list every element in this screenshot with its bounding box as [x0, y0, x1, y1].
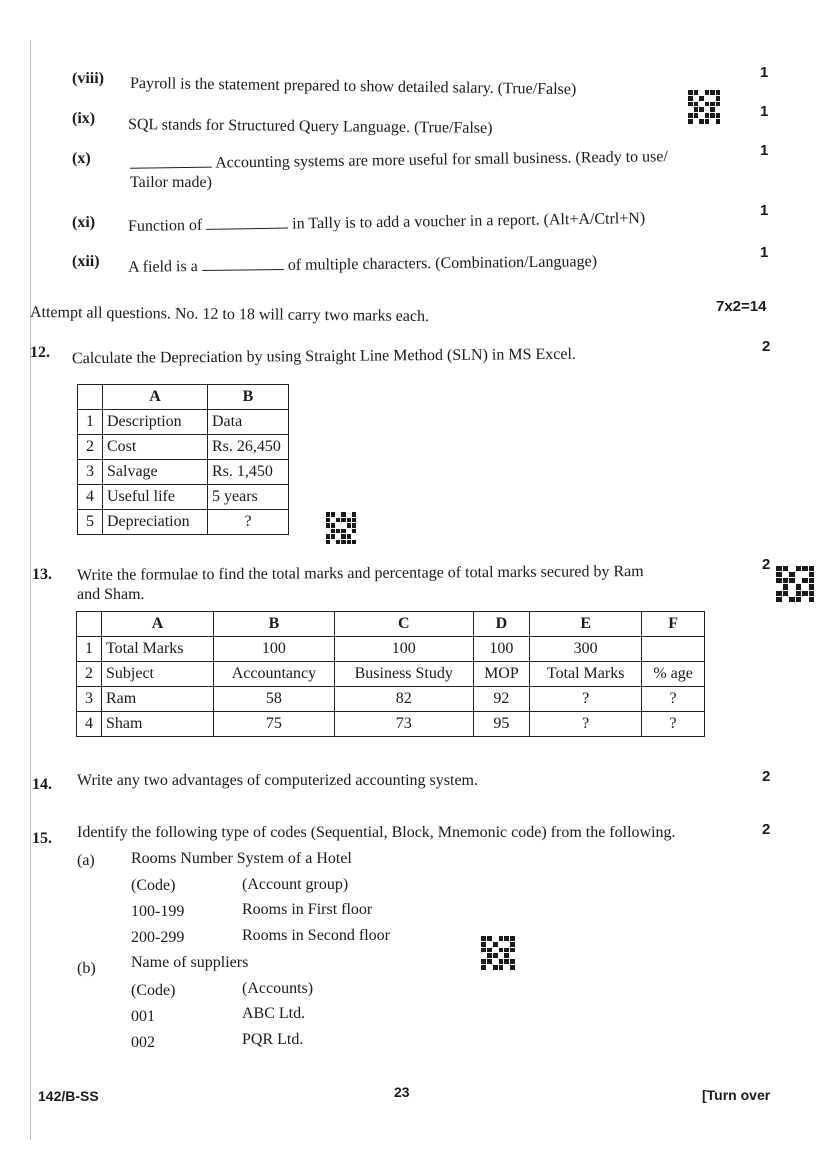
row-number: 1: [78, 410, 103, 435]
table-cell: ?: [530, 687, 642, 712]
table-cell: ?: [642, 712, 705, 737]
item-text: SQL stands for Structured Query Language. (True/False): [127, 116, 493, 137]
item-text: [130, 148, 668, 174]
table-cell: 300: [530, 637, 642, 662]
item-mark: 1: [760, 142, 769, 159]
table-cell: Total Marks: [102, 637, 214, 662]
table-cell: [642, 637, 705, 662]
item-number: (x): [72, 150, 91, 167]
answer-blank: [130, 155, 212, 169]
subpart-label: (a): [77, 852, 95, 869]
question-text-line2: and Sham.: [77, 586, 145, 603]
answer-blank: [206, 216, 288, 230]
question-text: Identify the following type of codes (Sequential, Block, Mnemonic code) from the following.: [77, 824, 676, 841]
turn-over-label: [Turn over: [702, 1087, 771, 1103]
item-text: Payroll is the statement prepared to show detailed salary. (True/False): [129, 74, 577, 99]
table-cell: 82: [334, 687, 473, 712]
item-mark: 1: [760, 202, 769, 219]
column-header: B: [213, 612, 334, 637]
question-number: 14.: [32, 776, 52, 793]
table-cell: 100: [334, 637, 473, 662]
item-number: (xii): [72, 253, 100, 270]
table-cell: Data: [208, 410, 289, 435]
item-text-part: Function of: [127, 216, 203, 236]
item-text-part: of multiple characters. (Combination/Language): [287, 253, 598, 274]
column-header: D: [473, 612, 530, 637]
code-column-header: (Code): [131, 982, 176, 999]
table-cell: 73: [334, 712, 473, 737]
qr-code-icon: [776, 566, 814, 602]
section-instruction: Attempt all questions. No. 12 to 18 will carry two marks each.: [29, 303, 430, 326]
table-row: [78, 485, 289, 510]
subpart-title: Rooms Number System of a Hotel: [131, 850, 352, 867]
desc-column-header: (Account group): [242, 876, 349, 893]
item-number: (viii): [72, 70, 104, 87]
question-mark: 2: [762, 556, 771, 573]
row-number: 4: [78, 485, 103, 510]
margin-line: [30, 40, 31, 1140]
table-cell: Cost: [103, 435, 208, 460]
item-text: [128, 210, 645, 236]
row-number: 5: [78, 510, 103, 535]
table-cell: Business Study: [334, 662, 473, 687]
column-header: A: [102, 612, 214, 637]
table-cell: Rs. 26,450: [208, 435, 289, 460]
table-cell: Depreciation: [103, 510, 208, 535]
row-number: 2: [78, 435, 103, 460]
table-cell: % age: [642, 662, 705, 687]
row-number: 4: [77, 712, 102, 737]
qr-code-icon: [688, 90, 720, 124]
code-value: 200-299: [131, 929, 185, 946]
item-mark: 1: [760, 64, 769, 81]
table-cell: Ram: [102, 687, 214, 712]
item-text: [128, 253, 597, 277]
item-mark: 1: [760, 244, 769, 261]
table-cell: Useful life: [103, 485, 208, 510]
table-row: [77, 662, 705, 687]
table-row: [77, 637, 705, 662]
table-row: [78, 460, 289, 485]
column-header: B: [208, 385, 289, 410]
table-header-row: [77, 612, 705, 637]
item-number: (xi): [72, 214, 96, 231]
code-description: Rooms in First floor: [242, 901, 373, 918]
column-header: E: [530, 612, 642, 637]
row-number: 3: [78, 460, 103, 485]
subpart-label: (b): [77, 960, 96, 977]
code-value: 001: [131, 1008, 155, 1025]
question-number: 15.: [32, 830, 52, 847]
table-cell: ?: [208, 510, 289, 535]
page-number: 23: [394, 1084, 410, 1100]
table-cell: Salvage: [103, 460, 208, 485]
table-row: [78, 410, 289, 435]
column-header: A: [103, 385, 208, 410]
table-cell: 100: [213, 637, 334, 662]
item-text-part: Accounting systems are more useful for small business. (Ready to use/: [215, 148, 669, 172]
table-cell: MOP: [473, 662, 530, 687]
question-number: 12.: [30, 344, 50, 361]
answer-blank: [202, 257, 284, 271]
table-cell: Subject: [102, 662, 214, 687]
table-row: [78, 510, 289, 535]
question-mark: 2: [762, 768, 771, 785]
item-text-part: A field is a: [127, 258, 198, 276]
question-mark: 2: [762, 821, 771, 838]
qr-code-icon: [326, 512, 356, 544]
desc-column-header: (Accounts): [242, 980, 314, 997]
table-cell: 75: [213, 712, 334, 737]
question-number: 13.: [32, 566, 52, 583]
table-cell: Sham: [102, 712, 214, 737]
table-row: [77, 712, 705, 737]
code-value: 100-199: [131, 903, 185, 920]
table-cell: Rs. 1,450: [208, 460, 289, 485]
table-cell: Description: [103, 410, 208, 435]
code-description: Rooms in Second floor: [242, 927, 390, 944]
item-text-part: in Tally is to add a voucher in a report. (Alt+A/Ctrl+N): [292, 209, 646, 233]
table-cell: ?: [642, 687, 705, 712]
code-description: ABC Ltd.: [242, 1005, 306, 1022]
table-cell: Total Marks: [530, 662, 642, 687]
table-cell: 95: [473, 712, 530, 737]
table-row: [78, 435, 289, 460]
table-cell: 100: [473, 637, 530, 662]
code-value: 002: [131, 1034, 155, 1051]
paper-code: 142/B-SS: [38, 1088, 99, 1104]
row-number: 1: [77, 637, 102, 662]
column-header: C: [334, 612, 473, 637]
table-cell: Accountancy: [213, 662, 334, 687]
item-text-line2: Tailor made): [130, 174, 212, 191]
column-header: F: [642, 612, 705, 637]
subpart-title: Name of suppliers: [131, 954, 249, 971]
question-text: Write any two advantages of computerized accounting system.: [77, 772, 478, 789]
question-text: Write the formulae to find the total marks and percentage of total marks secured by Ram: [76, 563, 644, 584]
question-mark: 2: [762, 338, 771, 355]
table-cell: 58: [213, 687, 334, 712]
code-description: PQR Ltd.: [242, 1031, 304, 1048]
table-corner-cell: [78, 385, 103, 410]
qr-code-icon: [481, 936, 515, 970]
spreadsheet-table: [76, 611, 705, 737]
row-number: 2: [77, 662, 102, 687]
section-marks: 7x2=14: [716, 298, 767, 315]
table-cell: 92: [473, 687, 530, 712]
item-number: (ix): [72, 110, 96, 127]
row-number: 3: [77, 687, 102, 712]
table-cell: 5 years: [208, 485, 289, 510]
spreadsheet-table: [77, 384, 289, 535]
code-column-header: (Code): [131, 877, 176, 894]
table-header-row: [78, 385, 289, 410]
table-corner-cell: [77, 612, 102, 637]
table-row: [77, 687, 705, 712]
table-cell: ?: [530, 712, 642, 737]
item-mark: 1: [760, 103, 769, 120]
question-text: Calculate the Depreciation by using Straight Line Method (SLN) in MS Excel.: [71, 345, 576, 368]
